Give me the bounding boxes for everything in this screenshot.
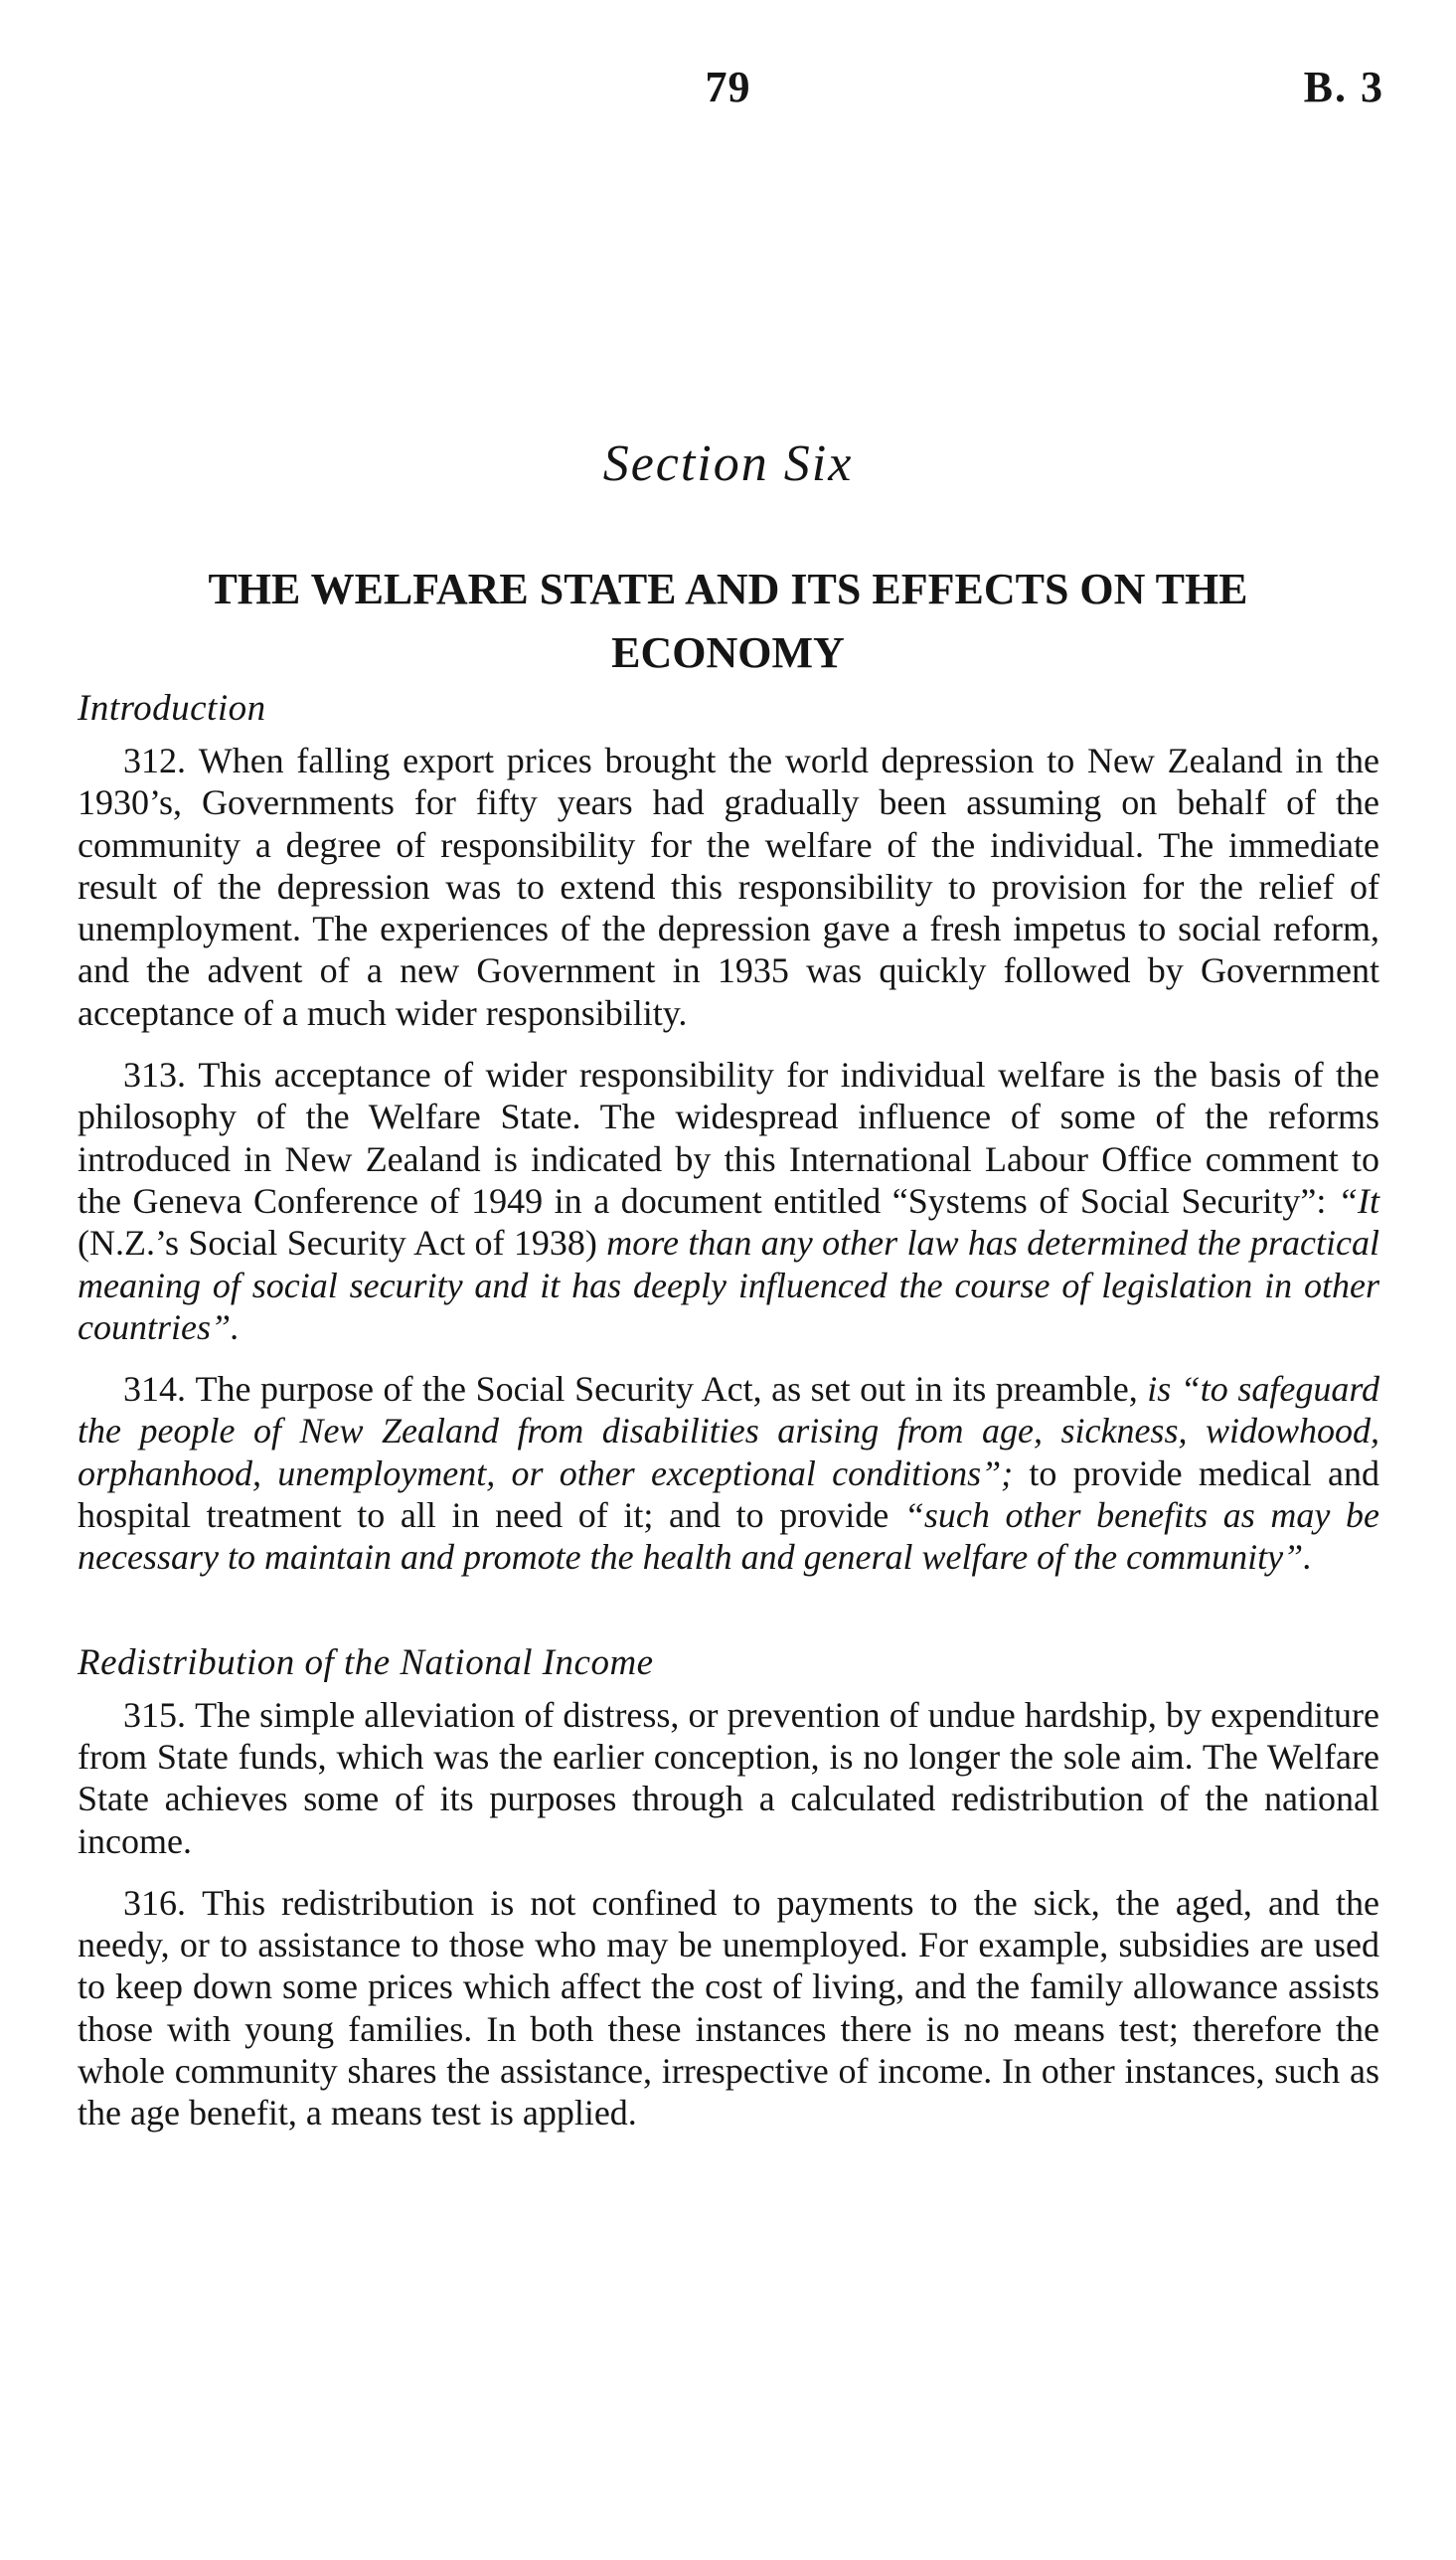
quotation-italic: more than any other law has determined the practical meaning of social security and it has deeply influenced the course of legislation in other countries”. <box>78 1223 1379 1347</box>
paragraph-316 <box>78 1882 1379 2134</box>
document-body <box>78 686 1379 2134</box>
subheading-redistribution: Redistribution of the National Income <box>78 1641 654 1683</box>
quotation-italic: is “to safeguard the people of New Zealand from disabilities arising from age, sickness, widowhood, orphanhood, unemployment, or other exceptional conditions”; <box>78 1369 1379 1493</box>
section-title: THE WELFARE STATE AND ITS EFFECTS ON THE ECONOMY <box>208 565 1248 677</box>
paragraph-number: 313. <box>123 1055 186 1096</box>
paragraph-number: 312. <box>123 741 186 780</box>
paragraph-number: 314. <box>123 1369 186 1410</box>
series-code: B. 3 <box>1303 63 1384 111</box>
page-number: 79 <box>705 63 751 111</box>
paragraph-text: This acceptance of wider responsibility for individual welfare is the basis of the philosophy of the Welfare State. The widespread influence of some of the reforms introduced in New Zealand is indicated by this International Labour Office comment to the Geneva Conference of 1949 in a document entitled “Systems of Social Security”: <box>78 1055 1380 1221</box>
paragraph-text: The simple alleviation of distress, or prevention of undue hardship, by expenditure from State funds, which was the earlier conception, is no longer the sole aim. The Welfare State achieves some of its purposes through a calculated redistribution of the national income. <box>78 1694 1379 1861</box>
section-label: Section Six <box>602 435 854 492</box>
paragraph-315 <box>78 1694 1379 1862</box>
paragraph-number: 316. <box>123 1882 186 1923</box>
paragraph-312 <box>78 740 1379 1034</box>
paragraph-text: The purpose of the Social Security Act, as set out in its preamble, <box>195 1369 1148 1410</box>
paragraph-number: 315. <box>123 1694 186 1735</box>
quotation-italic: “such other benefits as may be necessary to maintain and promote the health and general welfare of the community”. <box>78 1495 1379 1578</box>
paragraph-313 <box>78 1054 1379 1348</box>
paragraph-text: This redistribution is not confined to payments to the sick, the aged, and the needy, or to assistance to those who may be unemployed. For example, subsidies are used to keep down some prices which affect the cost of living, and the family allowance assists those with young families. In both these instances there is no means test; therefore the whole community shares the assistance, irrespective of income. In other instances, such as the age benefit, a means test is applied. <box>78 1882 1380 2133</box>
subheading-introduction: Introduction <box>78 688 266 729</box>
paragraph-314 <box>78 1368 1379 1578</box>
paragraph-text: (N.Z.’s Social Security Act of 1938) <box>78 1223 607 1264</box>
paragraph-text: When falling export prices brought the world depression to New Zealand in the 1930’s, Governments for fifty years had gradually been assuming on behalf of the community a degree of responsibility for the welfare of the individual. The immediate result of the depression was to extend this responsibility to provision for the relief of unemployment. The experiences of the depression gave a fresh impetus to social reform, and the advent of a new Government in 1935 was quickly followed by Government acceptance of a much wider responsibility. <box>78 741 1379 1033</box>
quotation-italic: “It <box>1337 1180 1379 1221</box>
paragraph-text: to provide medical and hospital treatment to all in need of it; and to provide <box>78 1452 1380 1536</box>
